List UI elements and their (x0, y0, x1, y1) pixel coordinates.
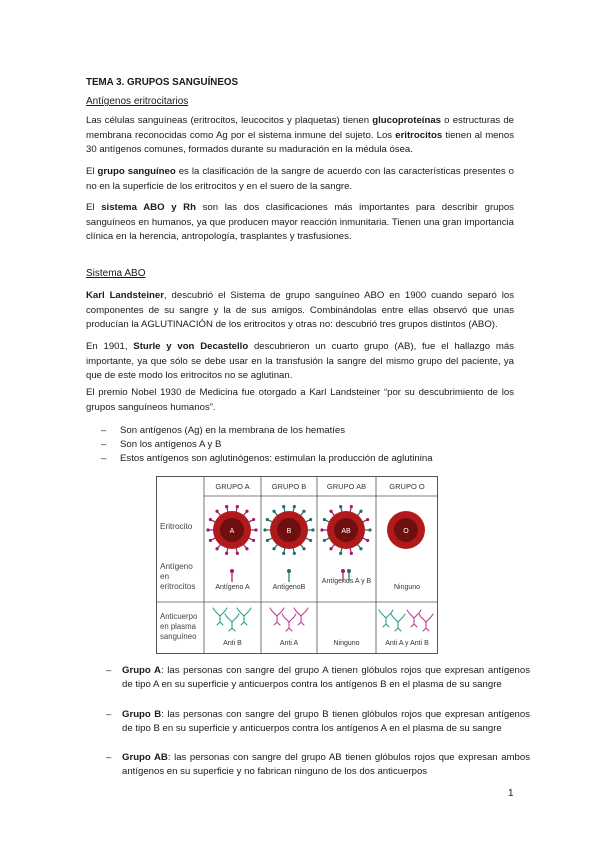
blood-group-table (156, 476, 438, 654)
list-item: – Son los antígenos A y B (104, 438, 221, 452)
antigen-label-b: AntígenoB (272, 584, 306, 591)
header-grupo-ab: GRUPO AB (326, 482, 367, 491)
antigen-label-ab: Antígenos A y B (321, 578, 372, 585)
list-item-grupo-b: – Grupo B: las personas con sangre del grupo B tienen glóbulos rojos que expresan antígenos de tipo B en su superficie y anticuerpos contra los antígenos A en el plasma de su sangre (106, 708, 530, 737)
list-item-grupo-ab: – Grupo AB: las personas con sangre del grupo AB tienen glóbulos rojos que expresan ambos antígenos en su superficie y no fabrican ninguno de los dos anticuerpos (106, 751, 530, 780)
antibody-label-o: Anti A y Anti B (385, 640, 429, 647)
paragraph-3: El sistema ABO y Rh son las dos clasificaciones más importantes para describir grupos sanguíneos en humanos, ya que producen mayor reacción inmunitaria. Tienen una gran importancia clínica en la herencia, antropología, trasplantes y trasfusiones. (86, 202, 514, 243)
antibody-shape (391, 614, 405, 631)
antibody-shape (419, 614, 433, 631)
erythrocyte-ab (320, 505, 371, 555)
list-item: – Estos antígenos son aglutinógenos: estimulan la producción de aglutinina (104, 452, 433, 466)
section-heading-antigenos: Antígenos eritrocitarios (86, 96, 189, 107)
erythrocyte-label: AB (341, 528, 351, 535)
antibody-label-b: Anti A (279, 640, 299, 647)
list-item-grupo-a: – Grupo A: las personas con sangre del grupo A tienen glóbulos rojos que expresan antígenos de tipo A en su superficie y anticuerpos contra los antígenos B en el plasma de su sangre (106, 664, 530, 693)
page-title: TEMA 3. GRUPOS SANGUÍNEOS (86, 77, 239, 88)
list-item: – Son antígenos (Ag) en la membrana de los hematíes (104, 424, 345, 438)
antibody-shape (294, 608, 308, 625)
header-grupo-o: GRUPO O (389, 482, 425, 491)
antibody-label-ab: Ninguno (333, 640, 360, 647)
antibody-shape (213, 608, 227, 625)
header-grupo-a: GRUPO A (215, 482, 250, 491)
paragraph-5: En 1901, Sturle y von Decastello descubrieron un cuarto grupo (AB), fue el hallazgo más importante, ya que sólo se debe usar en la transfusión la sangre del mismo grupo del paciente, ya que de este modo los eritrocitos no se aglutinan. (86, 341, 514, 382)
header-grupo-b: GRUPO B (271, 482, 307, 491)
antibody-shape (379, 610, 393, 627)
antibody-shape (270, 608, 284, 625)
erythrocyte-label: O (403, 528, 409, 535)
antibody-shape (237, 608, 251, 625)
antibody-cluster (379, 610, 433, 631)
erythrocyte-label: B (286, 528, 292, 535)
paragraph-2: El grupo sanguíneo es la clasificación de la sangre de acuerdo con las características presentes o no en la superficie de los eritrocitos y en el suero de la sangre. (86, 166, 514, 192)
antibody-shape (407, 610, 421, 627)
erythrocyte-o (387, 511, 425, 549)
page-number: 1 (508, 788, 514, 799)
paragraph-6: El premio Nobel 1930 de Medicina fue otorgado a Karl Landsteiner “por su descubrimiento de los grupos sanguíneos humanos”. (86, 387, 514, 413)
antibody-cluster (270, 608, 308, 631)
antigen-marker-b (287, 569, 291, 582)
antibody-shape (282, 614, 296, 631)
row-label-antigeno: Antígeno en eritrocitos (160, 562, 196, 591)
erythrocyte-a (206, 505, 257, 555)
paragraph-1: Las células sanguíneas (eritrocitos, leucocitos y plaquetas) tienen glucoproteínas o estructuras de membrana reconocidas como Ag por el sistema inmune del sujeto. Los eritrocitos tienen al menos 30 antígenos comunes, formados durante su maduración en la médula ósea. (86, 115, 514, 156)
section-heading-sistema-abo: Sistema ABO (86, 268, 146, 279)
antigen-label-a: Antígeno A (215, 584, 250, 591)
erythrocyte-label: A (229, 528, 235, 535)
antibody-cluster (213, 608, 251, 631)
row-label-eritrocito: Eritrocito (160, 522, 193, 531)
antibody-shape (225, 614, 239, 631)
antigen-marker-a (230, 569, 234, 582)
paragraph-4: Karl Landsteiner, descubrió el Sistema de grupo sanguíneo ABO en 1900 cuando separó los componentes de su sangre y la de sus amigos. Combinándolas entre ellas observó que unas producían la AGLUTINACIÓN de los eritrocitos y otras no: descubrió tres grupos distintos (ABO). (86, 290, 514, 331)
antibody-label-a: Anti B (223, 640, 242, 647)
row-label-anticuerpo: Anticuerpo en plasma sanguíneo (160, 612, 198, 641)
antigen-label-o: Ninguno (393, 584, 421, 591)
erythrocyte-b (263, 505, 314, 555)
